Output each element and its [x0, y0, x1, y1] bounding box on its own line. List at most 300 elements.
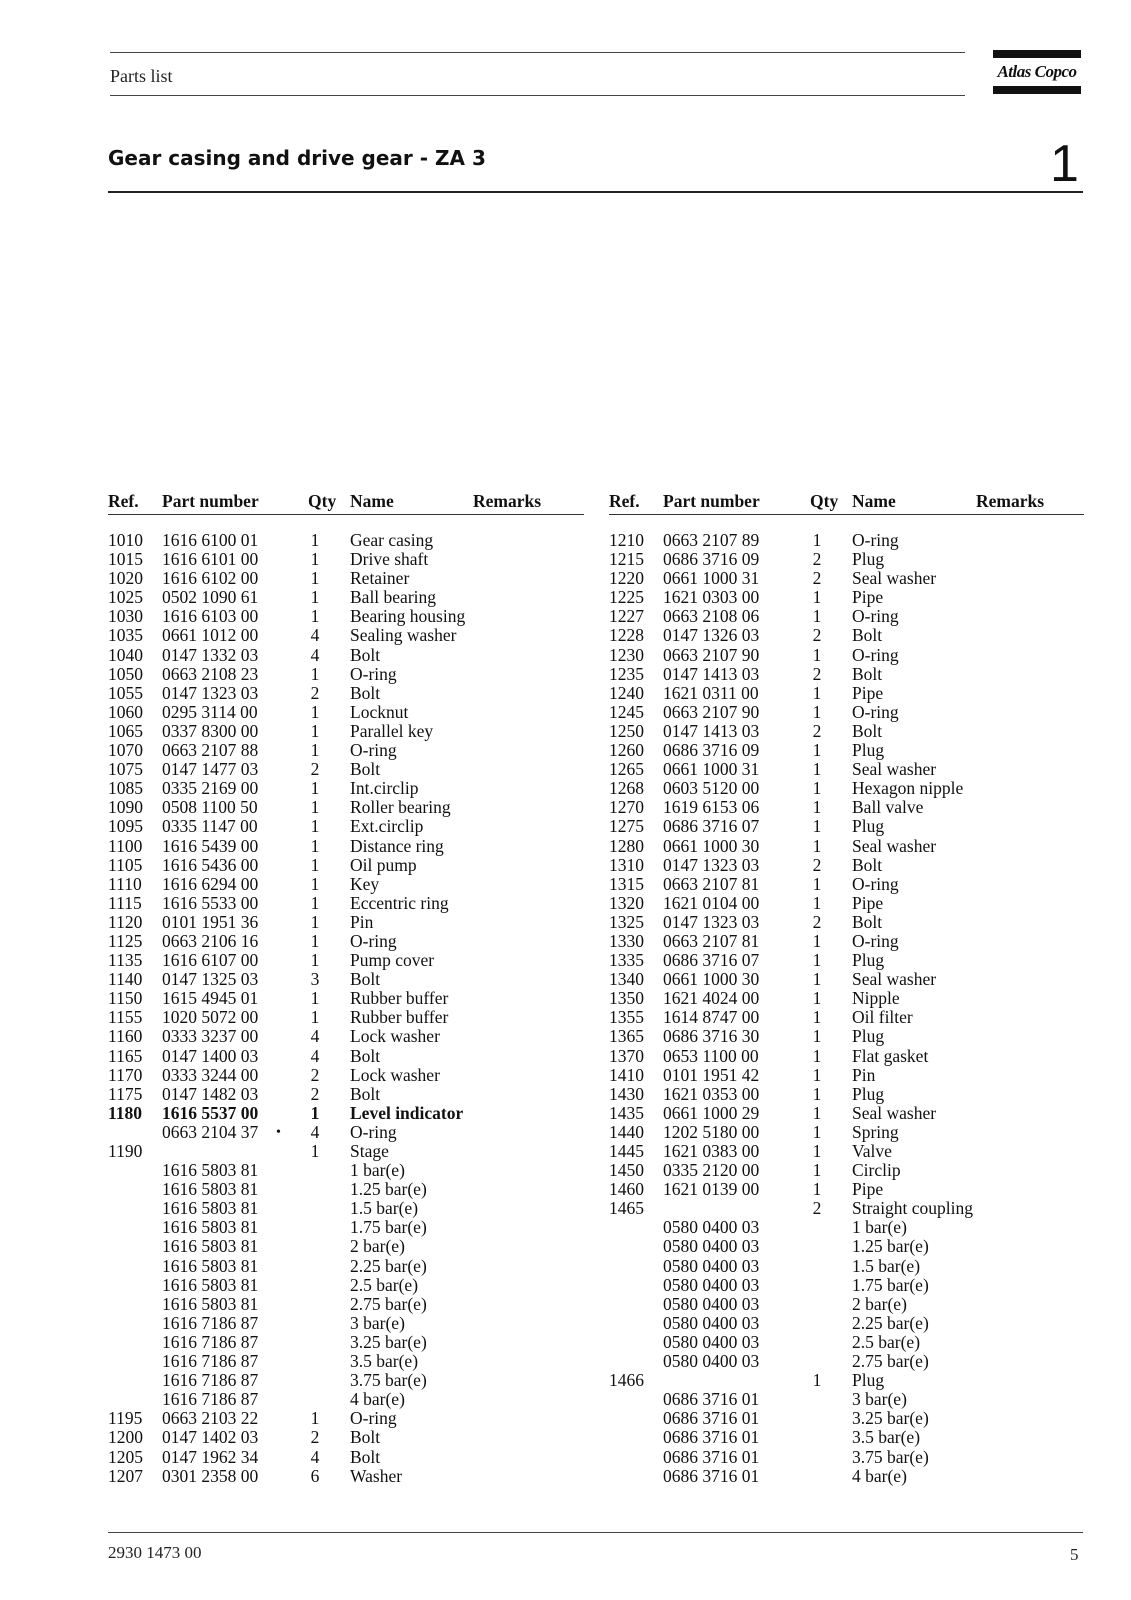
name-cell: Pipe	[852, 682, 884, 703]
parts-table-left	[108, 490, 584, 1486]
qty-cell: 1	[310, 835, 320, 856]
part-number-cell: 1616 6100 01	[162, 530, 259, 550]
part-number-cell: 1616 7186 87	[162, 1312, 259, 1333]
qty-cell: 1	[310, 606, 320, 627]
part-number-cell: 0663 2108 23	[162, 663, 259, 684]
part-number-cell: 0147 1326 03	[663, 625, 760, 646]
name-cell: 3.25 bar(e)	[350, 1331, 427, 1352]
name-cell: 2.75 bar(e)	[852, 1351, 929, 1372]
qty-cell: 1	[812, 892, 822, 913]
ref-cell: 1065	[108, 720, 143, 741]
ref-cell: 1210	[609, 530, 644, 550]
part-number-cell: 1616 6101 00	[162, 549, 259, 570]
name-cell: Int.circlip	[350, 778, 419, 799]
table-row	[609, 1448, 1084, 1467]
col-header-part-number: Part number	[162, 491, 259, 511]
qty-cell: 1	[812, 1141, 822, 1161]
part-number-cell: 0661 1000 30	[663, 835, 760, 856]
qty-cell: 1	[812, 740, 822, 761]
name-cell: 2.75 bar(e)	[350, 1293, 427, 1314]
part-number-cell: 1616 7186 87	[162, 1370, 259, 1391]
part-number-cell: 0686 3716 07	[663, 950, 760, 971]
table-row	[609, 1257, 1084, 1276]
name-cell: Bearing housing	[350, 606, 466, 627]
name-cell: Ball valve	[852, 797, 924, 818]
qty-cell: 1	[812, 1179, 822, 1200]
name-cell: Flat gasket	[852, 1045, 929, 1066]
part-number-cell: 0580 0400 03	[663, 1217, 760, 1238]
title-rule	[108, 191, 1083, 193]
table-row	[609, 894, 1084, 913]
table-row	[609, 1008, 1084, 1027]
page-number: 5	[1070, 1545, 1079, 1564]
header-label: Parts list	[110, 66, 173, 86]
qty-cell: 2	[310, 682, 320, 703]
ref-cell: 1335	[609, 950, 644, 971]
part-number-cell: 0502 1090 61	[162, 587, 259, 608]
ref-cell: 1260	[609, 740, 644, 761]
table-row	[108, 1390, 584, 1409]
part-number-cell: 0147 1400 03	[162, 1045, 259, 1066]
qty-cell: 1	[310, 1408, 320, 1429]
qty-cell: 1	[812, 1064, 822, 1085]
part-number-cell: 0686 3716 09	[663, 549, 760, 570]
name-cell: Hexagon nipple	[852, 778, 964, 799]
name-cell: Circlip	[852, 1160, 901, 1181]
qty-cell: 1	[310, 549, 320, 570]
name-cell: Bolt	[350, 682, 381, 703]
qty-cell: 1	[310, 873, 320, 894]
table-row	[609, 837, 1084, 856]
table-row	[108, 1027, 584, 1046]
table-row	[609, 1333, 1084, 1352]
part-number-cell: 1616 5439 00	[162, 835, 259, 856]
name-cell: O-ring	[350, 663, 397, 684]
table-row	[108, 569, 584, 588]
ref-cell: 1200	[108, 1427, 143, 1448]
ref-cell: 1275	[609, 816, 644, 837]
table-row	[609, 1142, 1084, 1161]
name-cell: Pipe	[852, 587, 884, 608]
qty-cell: 1	[812, 797, 822, 818]
name-cell: Plug	[852, 950, 885, 971]
qty-cell: 1	[310, 778, 320, 799]
part-number-cell: 0663 2104 37	[162, 1121, 259, 1142]
name-cell: Pipe	[852, 892, 884, 913]
table-row	[609, 798, 1084, 817]
table-row	[108, 779, 584, 798]
ref-cell: 1195	[108, 1408, 143, 1429]
table-row	[108, 932, 584, 951]
part-number-cell: 1616 5803 81	[162, 1179, 259, 1200]
table-body	[108, 531, 584, 1486]
qty-cell: 2	[812, 854, 822, 875]
table-row	[609, 1123, 1084, 1142]
part-number-cell: 1616 6103 00	[162, 606, 259, 627]
ref-cell: 1125	[108, 930, 143, 951]
part-number-cell: 0101 1951 36	[162, 911, 259, 932]
qty-cell: 1	[310, 930, 320, 951]
name-cell: Bolt	[350, 759, 381, 780]
name-cell: 3.75 bar(e)	[350, 1370, 427, 1391]
table-row	[108, 1428, 584, 1447]
table-row	[609, 1066, 1084, 1085]
qty-cell: 1	[310, 1007, 320, 1028]
qty-cell: 2	[812, 720, 822, 741]
part-number-cell: 1616 6102 00	[162, 568, 259, 589]
name-cell: 3.25 bar(e)	[852, 1408, 929, 1429]
table-row	[609, 1085, 1084, 1104]
name-cell: Bolt	[350, 969, 381, 990]
part-number-cell: 0661 1000 31	[663, 568, 760, 589]
ref-cell: 1245	[609, 701, 644, 722]
part-number-cell: 1621 0139 00	[663, 1179, 760, 1200]
table-row	[609, 741, 1084, 760]
name-cell: O-ring	[350, 930, 397, 951]
table-row	[609, 684, 1084, 703]
header-bottom-rule	[110, 95, 965, 96]
ref-cell: 1460	[609, 1179, 644, 1200]
part-number-cell: 0663 2107 88	[162, 740, 259, 761]
table-row	[108, 1008, 584, 1027]
part-number-cell: 0337 8300 00	[162, 720, 259, 741]
ref-cell: 1250	[609, 720, 644, 741]
name-cell: Ball bearing	[350, 587, 437, 608]
part-number-cell: 0663 2107 90	[663, 701, 760, 722]
qty-cell: 4	[310, 1045, 320, 1066]
qty-cell: 2	[812, 568, 822, 589]
qty-cell: 2	[310, 1427, 320, 1448]
part-number-cell: 0147 1413 03	[663, 720, 760, 741]
name-cell: Bolt	[852, 625, 883, 646]
part-number-cell: 0686 3716 01	[663, 1465, 760, 1486]
table-row	[609, 760, 1084, 779]
part-number-cell: 0580 0400 03	[663, 1351, 760, 1372]
table-row	[108, 1295, 584, 1314]
table-row	[108, 1237, 584, 1256]
parts-table-right	[609, 490, 1084, 1486]
table-row	[108, 703, 584, 722]
ref-cell: 1100	[108, 835, 143, 856]
part-number-cell: 0147 1482 03	[162, 1083, 259, 1104]
table-row	[108, 665, 584, 684]
table-row	[108, 1333, 584, 1352]
table-row	[609, 607, 1084, 626]
part-number-cell: 1616 7186 87	[162, 1351, 259, 1372]
qty-cell: 1	[310, 911, 320, 932]
name-cell: Bolt	[852, 663, 883, 684]
ref-cell: 1235	[609, 663, 644, 684]
table-row	[108, 837, 584, 856]
qty-cell: 1	[812, 1160, 822, 1181]
part-number-cell: 1621 0104 00	[663, 892, 760, 913]
name-cell: Retainer	[350, 568, 410, 589]
name-cell: Seal washer	[852, 568, 937, 589]
qty-cell: 2	[812, 625, 822, 646]
table-row	[108, 1467, 584, 1486]
part-number-cell: 0580 0400 03	[663, 1255, 760, 1276]
name-cell: 2.5 bar(e)	[852, 1331, 921, 1352]
ref-cell: 1365	[609, 1026, 644, 1047]
qty-cell: 4	[310, 1446, 320, 1467]
qty-cell: 1	[812, 587, 822, 608]
table-row	[609, 1180, 1084, 1199]
part-number-cell: 1616 6107 00	[162, 950, 259, 971]
part-number-cell: 0663 2107 81	[663, 930, 760, 951]
qty-cell: 1	[812, 1026, 822, 1047]
name-cell: 3.5 bar(e)	[852, 1427, 921, 1448]
name-cell: 1.5 bar(e)	[852, 1255, 921, 1276]
ref-cell: 1228	[609, 625, 644, 646]
name-cell: 3.5 bar(e)	[350, 1351, 419, 1372]
part-number-cell: 1616 5803 81	[162, 1293, 259, 1314]
table-row	[609, 779, 1084, 798]
col-header-remarks: Remarks	[976, 491, 1045, 511]
qty-cell: 4	[310, 644, 320, 665]
part-number-cell: 0147 1962 34	[162, 1446, 259, 1467]
name-cell: Bolt	[350, 644, 381, 665]
table-row	[108, 1409, 584, 1428]
col-header-qty: Qty	[810, 491, 839, 511]
qty-cell: 2	[310, 759, 320, 780]
part-number-cell: 1614 8747 00	[663, 1007, 760, 1028]
name-cell: 1.25 bar(e)	[350, 1179, 427, 1200]
table-row	[108, 1085, 584, 1104]
ref-cell: 1325	[609, 911, 644, 932]
part-number-cell: 0661 1000 29	[663, 1102, 760, 1123]
header-top-rule	[110, 52, 965, 53]
name-cell: 1.75 bar(e)	[852, 1274, 929, 1295]
name-cell: Seal washer	[852, 1102, 937, 1123]
part-number-cell: 0661 1012 00	[162, 625, 259, 646]
ref-cell: 1465	[609, 1198, 644, 1219]
qty-cell: 1	[812, 950, 822, 971]
name-cell: Level indicator	[350, 1102, 464, 1123]
name-cell: 2 bar(e)	[350, 1236, 405, 1257]
qty-cell: 2	[310, 1083, 320, 1104]
part-number-cell: 0663 2107 89	[663, 530, 760, 550]
ref-cell: 1015	[108, 549, 143, 570]
table-row	[609, 951, 1084, 970]
table-row	[108, 1276, 584, 1295]
ref-cell: 1280	[609, 835, 644, 856]
part-number-cell: 1616 5803 81	[162, 1274, 259, 1295]
name-cell: Plug	[852, 816, 885, 837]
qty-cell: 1	[812, 1370, 822, 1391]
ref-cell: 1050	[108, 663, 143, 684]
name-cell: Locknut	[350, 701, 409, 722]
ref-cell: 1466	[609, 1370, 644, 1391]
name-cell: O-ring	[852, 873, 899, 894]
ref-cell: 1020	[108, 568, 143, 589]
table-row	[609, 531, 1084, 550]
ref-cell: 1030	[108, 606, 143, 627]
qty-cell: 4	[310, 1026, 320, 1047]
name-cell: Nipple	[852, 988, 900, 1009]
table-row	[609, 569, 1084, 588]
ref-cell: 1170	[108, 1064, 143, 1085]
part-number-cell: 1619 6153 06	[663, 797, 760, 818]
table-row	[108, 1314, 584, 1333]
footer-rule	[108, 1532, 1083, 1533]
name-cell: 1.25 bar(e)	[852, 1236, 929, 1257]
name-cell: Seal washer	[852, 759, 937, 780]
table-row	[108, 741, 584, 760]
table-row	[108, 550, 584, 569]
name-cell: Bolt	[852, 911, 883, 932]
qty-cell: 1	[310, 854, 320, 875]
name-cell: O-ring	[350, 1121, 397, 1142]
name-cell: 2.25 bar(e)	[852, 1312, 929, 1333]
table-row	[108, 684, 584, 703]
table-row	[609, 1027, 1084, 1046]
table-row	[108, 722, 584, 741]
ref-cell: 1320	[609, 892, 644, 913]
table-row	[609, 1409, 1084, 1428]
name-cell: Bolt	[350, 1045, 381, 1066]
table-row	[108, 1123, 584, 1142]
table-row	[108, 1199, 584, 1218]
part-number-cell: 1621 0303 00	[663, 587, 760, 608]
name-cell: 2.25 bar(e)	[350, 1255, 427, 1276]
ref-cell: 1060	[108, 701, 143, 722]
part-number-cell: 0335 1147 00	[162, 816, 258, 837]
name-cell: 3 bar(e)	[852, 1389, 907, 1410]
qty-cell: 1	[310, 950, 320, 971]
name-cell: Pump cover	[350, 950, 435, 971]
table-row	[609, 1390, 1084, 1409]
document-number: 2930 1473 00	[108, 1543, 202, 1562]
name-cell: Bolt	[350, 1446, 381, 1467]
qty-cell: 1	[310, 720, 320, 741]
part-number-cell: 1202 5180 00	[663, 1121, 760, 1142]
ref-cell: 1040	[108, 644, 143, 665]
part-number-cell: 0661 1000 31	[663, 759, 760, 780]
logo-bottom-bar	[993, 86, 1081, 94]
table-row	[108, 989, 584, 1008]
logo-top-bar	[993, 50, 1081, 58]
qty-cell: 1	[812, 835, 822, 856]
table-row	[108, 913, 584, 932]
table-row	[609, 1047, 1084, 1066]
qty-cell: 1	[812, 682, 822, 703]
table-row	[609, 989, 1084, 1008]
part-number-cell: 0147 1323 03	[663, 911, 760, 932]
part-number-cell: 1616 6294 00	[162, 873, 259, 894]
table-row	[108, 1352, 584, 1371]
qty-cell: 3	[310, 969, 320, 990]
name-cell: Distance ring	[350, 835, 444, 856]
table-row	[108, 1448, 584, 1467]
ref-cell: 1025	[108, 587, 143, 608]
name-cell: Washer	[350, 1465, 403, 1486]
page-title: Gear casing and drive gear - ZA 3	[108, 146, 486, 170]
table-row	[609, 875, 1084, 894]
ref-cell: 1165	[108, 1045, 143, 1066]
name-cell: O-ring	[350, 1408, 397, 1429]
ref-cell: 1105	[108, 854, 143, 875]
name-cell: Drive shaft	[350, 549, 429, 570]
col-header-part-number: Part number	[663, 491, 760, 511]
name-cell: 1 bar(e)	[350, 1160, 405, 1181]
table-row	[609, 1276, 1084, 1295]
part-number-cell: 1621 0353 00	[663, 1083, 760, 1104]
remark-bullet-cell: •	[276, 1124, 281, 1140]
table-row	[108, 626, 584, 645]
name-cell: Gear casing	[350, 530, 434, 550]
name-cell: Spring	[852, 1121, 899, 1142]
qty-cell: 2	[310, 1064, 320, 1085]
table-row	[108, 531, 584, 550]
qty-cell: 1	[310, 892, 320, 913]
name-cell: 2.5 bar(e)	[350, 1274, 419, 1295]
qty-cell: 4	[310, 1121, 320, 1142]
col-header-qty: Qty	[308, 491, 337, 511]
qty-cell: 1	[310, 797, 320, 818]
qty-cell: 1	[812, 530, 822, 550]
qty-cell: 1	[310, 740, 320, 761]
ref-cell: 1350	[609, 988, 644, 1009]
part-number-cell: 0301 2358 00	[162, 1465, 259, 1486]
qty-cell: 1	[812, 1121, 822, 1142]
ref-cell: 1240	[609, 682, 644, 703]
part-number-cell: 0335 2169 00	[162, 778, 259, 799]
ref-cell: 1115	[108, 892, 142, 913]
ref-cell: 1370	[609, 1045, 644, 1066]
table-row	[108, 798, 584, 817]
part-number-cell: 0686 3716 01	[663, 1389, 760, 1410]
part-number-cell: 0686 3716 30	[663, 1026, 760, 1047]
part-number-cell: 0580 0400 03	[663, 1293, 760, 1314]
ref-cell: 1445	[609, 1141, 644, 1161]
part-number-cell: 0686 3716 07	[663, 816, 760, 837]
qty-cell: 1	[812, 1083, 822, 1104]
part-number-cell: 0147 1477 03	[162, 759, 259, 780]
part-number-cell: 0580 0400 03	[663, 1312, 760, 1333]
table-row	[108, 607, 584, 626]
ref-cell: 1205	[108, 1446, 143, 1467]
name-cell: Pin	[852, 1064, 876, 1085]
table-row	[609, 1237, 1084, 1256]
table-row	[609, 1467, 1084, 1486]
name-cell: Pin	[350, 911, 374, 932]
name-cell: 3.75 bar(e)	[852, 1446, 929, 1467]
qty-cell: 1	[310, 701, 320, 722]
ref-cell: 1215	[609, 549, 644, 570]
ref-cell: 1175	[108, 1083, 143, 1104]
ref-cell: 1055	[108, 682, 143, 703]
qty-cell: 1	[812, 988, 822, 1009]
part-number-cell: 1616 5436 00	[162, 854, 259, 875]
name-cell: Plug	[852, 549, 885, 570]
table-row	[609, 856, 1084, 875]
ref-cell: 1340	[609, 969, 644, 990]
table-header	[108, 490, 584, 515]
ref-cell: 1440	[609, 1121, 644, 1142]
ref-cell: 1190	[108, 1141, 143, 1161]
part-number-cell: 0508 1100 50	[162, 797, 258, 818]
name-cell: Plug	[852, 1370, 885, 1391]
table-row	[108, 1066, 584, 1085]
ref-cell: 1090	[108, 797, 143, 818]
part-number-cell: 1621 0311 00	[663, 682, 759, 703]
qty-cell: 1	[310, 988, 320, 1009]
table-row	[108, 856, 584, 875]
name-cell: 2 bar(e)	[852, 1293, 907, 1314]
ref-cell: 1355	[609, 1007, 644, 1028]
name-cell: Plug	[852, 1083, 885, 1104]
ref-cell: 1268	[609, 778, 644, 799]
